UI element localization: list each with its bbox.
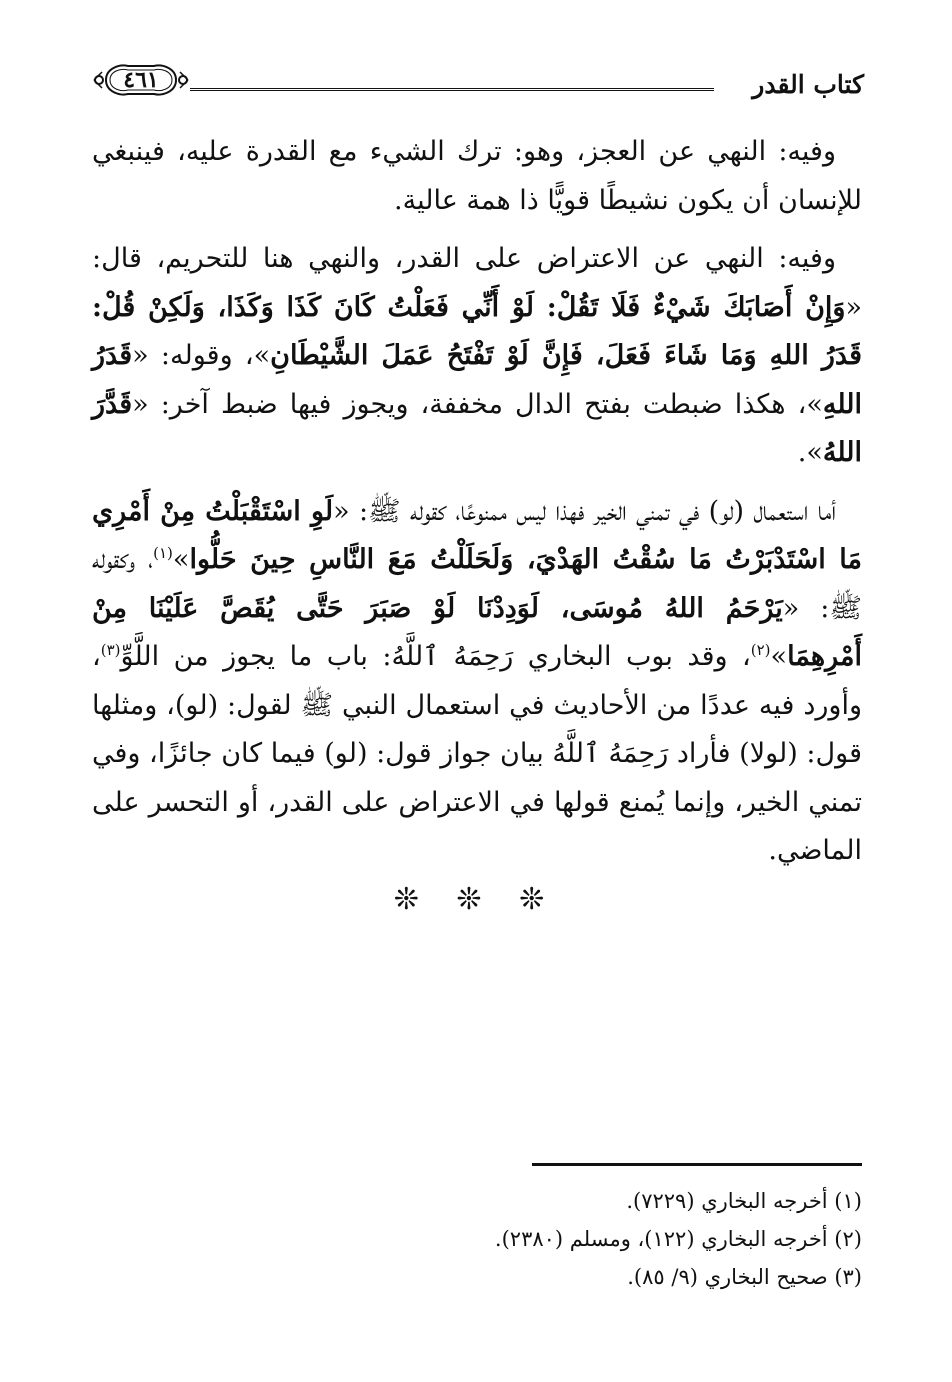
text-segment: » (770, 641, 788, 672)
text-segment: ، وقد بوب البخاري رَحِمَهُ ٱللَّهُ: باب ما يجوز من اللَّوِّ (120, 641, 751, 672)
paragraph (92, 235, 862, 478)
book-title: كتاب القدر (752, 70, 864, 99)
hadith-quote: يَرْحَمُ اللهُ مُوسَى، لَوَدِدْنَا لَوْ صَبَرَ حَتَّى يُقَصَّ عَلَيْنَا مِنْ أَمْرِهِمَا (92, 592, 862, 672)
page-header (92, 58, 864, 108)
paragraph (92, 488, 862, 876)
footnote-rule (532, 1163, 862, 1166)
page-number: ٤٦١ (123, 67, 159, 93)
text-segment: وفيه: النهي عن العجز، وهو: ترك الشيء مع القدرة عليه، فينبغي للإنسان أن يكون نشيطًا قويًّا ذا همة عالية. (92, 136, 862, 216)
text-segment: ». (797, 437, 823, 468)
footnote: (١) أخرجه البخاري (٧٢٢٩). (626, 1189, 862, 1213)
footnote: (٣) صحيح البخاري (٩/ ٨٥). (627, 1265, 862, 1289)
text-segment: ، وأورد فيه عددًا من الأحاديث في استعمال النبي ﷺ لقول: (لو)، ومثلها قول: (لولا) فأراد رَحِمَهُ ٱللَّهُ بيان جواز قول: (لو) فيما كان جائزًا، وفي تمني الخير، وإنما يُمنع قولها في الاعتراض على القدر، أو التحسر على الماضي. (92, 641, 862, 866)
hadith-quote: وَإِنْ أَصَابَكَ شَيْءٌ فَلَا تَقُلْ: لَوْ أَنِّي فَعَلْتُ كَانَ كَذَا وَكَذَا، وَلَكِنْ قُلْ: قَدَرُ اللهِ وَمَا شَاءَ فَعَلَ، فَإِنَّ لَوْ تَفْتَحُ عَمَلَ الشَّيْطَانِ (92, 291, 862, 371)
footnotes (92, 1182, 862, 1296)
hadith-quote: قَدَرُ اللهِ (92, 340, 862, 420)
header-rule (190, 88, 714, 91)
text-segment: أما استعمال (لو) في تمني الخير فهذا ليس ممنوعًا، كقوله ﷺ: « (333, 495, 836, 527)
footnote-ref: (١) (153, 544, 173, 562)
hadith-quote: لَوِ اسْتَقْبَلْتُ مِنْ أَمْرِي مَا اسْتَدْبَرْتُ مَا سُقْتُ الهَدْيَ، وَلَحَلَلْتُ مَعَ النَّاسِ حِينَ حَلُّوا (92, 495, 862, 575)
section-separator: ❊ ❊ ❊ (393, 882, 559, 917)
text-segment: »، هكذا ضبطت بفتح الدال مخففة، ويجوز فيها ضبط آخر: « (132, 388, 823, 420)
body-text (92, 128, 862, 886)
text-segment: وفيه: النهي عن الاعتراض على القدر، والنهي هنا للتحريم، قال: « (92, 243, 862, 323)
text-segment: » (172, 544, 190, 575)
paragraph (92, 128, 862, 225)
text-segment: »، وقوله: « (132, 340, 271, 371)
page-number-badge (92, 60, 190, 100)
hadith-quote: قَدَّرَ اللهُ (92, 388, 862, 468)
footnote: (٢) أخرجه البخاري (١٢٢)، ومسلم (٢٣٨٠). (494, 1227, 862, 1251)
footnote-ref: (٢) (750, 641, 771, 659)
footnote-ref: (٣) (100, 641, 121, 659)
text-segment: ، وكقوله ﷺ: « (92, 544, 862, 624)
